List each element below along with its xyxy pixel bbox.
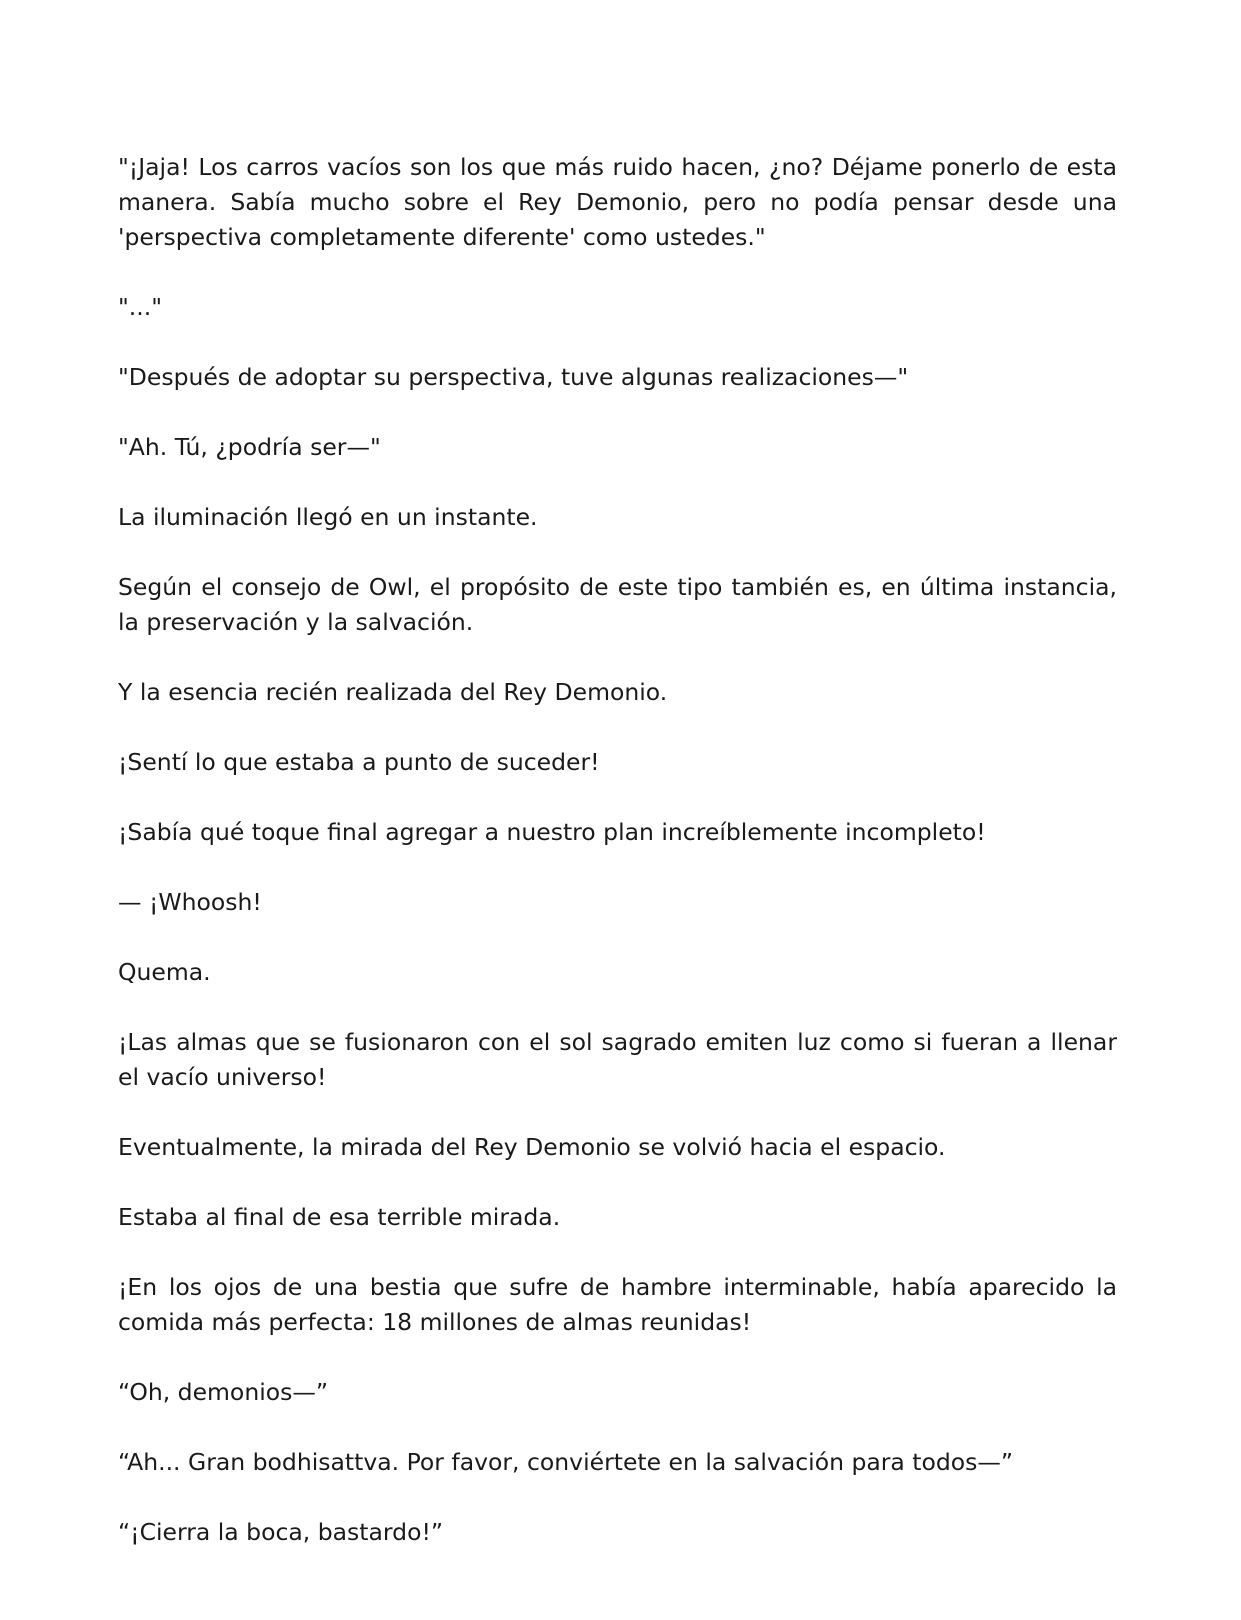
paragraph: — ¡Whoosh! [118,888,262,916]
paragraph: ¡Sentí lo que estaba a punto de suceder! [118,748,600,776]
paragraph: La iluminación llegó en un instante. [118,503,538,531]
paragraph: ¡En los ojos de una bestia que sufre de hambre interminable, había aparecido la comida más perfecta: 18 millones de almas reunidas! [118,1273,1117,1336]
paragraph: Estaba al final de esa terrible mirada. [118,1203,561,1231]
paragraph: Quema. [118,958,211,986]
paragraph: ¡Las almas que se fusionaron con el sol sagrado emiten luz como si fueran a llenar el vacío universo! [118,1028,1117,1091]
paragraph: Según el consejo de Owl, el propósito de este tipo también es, en última instancia, la preservación y la salvación. [118,573,1117,636]
paragraph: "..." [118,293,163,321]
paragraph: Y la esencia recién realizada del Rey Demonio. [118,678,668,706]
paragraph: “Ah... Gran bodhisattva. Por favor, conviértete en la salvación para todos—” [118,1448,1014,1476]
paragraph: ¡Sabía qué toque final agregar a nuestro plan increíblemente incompleto! [118,818,986,846]
paragraph: "Ah. Tú, ¿podría ser—" [118,433,381,461]
paragraph: Eventualmente, la mirada del Rey Demonio se volvió hacia el espacio. [118,1133,946,1161]
paragraph: "Después de adoptar su perspectiva, tuve algunas realizaciones—" [118,363,909,391]
paragraph: “Oh, demonios—” [118,1378,329,1406]
paragraph: "¡Jaja! Los carros vacíos son los que más ruido hacen, ¿no? Déjame ponerlo de esta manera. Sabía mucho sobre el Rey Demonio, pero no podía pensar desde una 'perspectiva completamente diferente' como ustedes." [118,153,1117,251]
body-text [118,150,1117,1585]
paragraph: “¡Cierra la boca, bastardo!” [118,1518,444,1546]
